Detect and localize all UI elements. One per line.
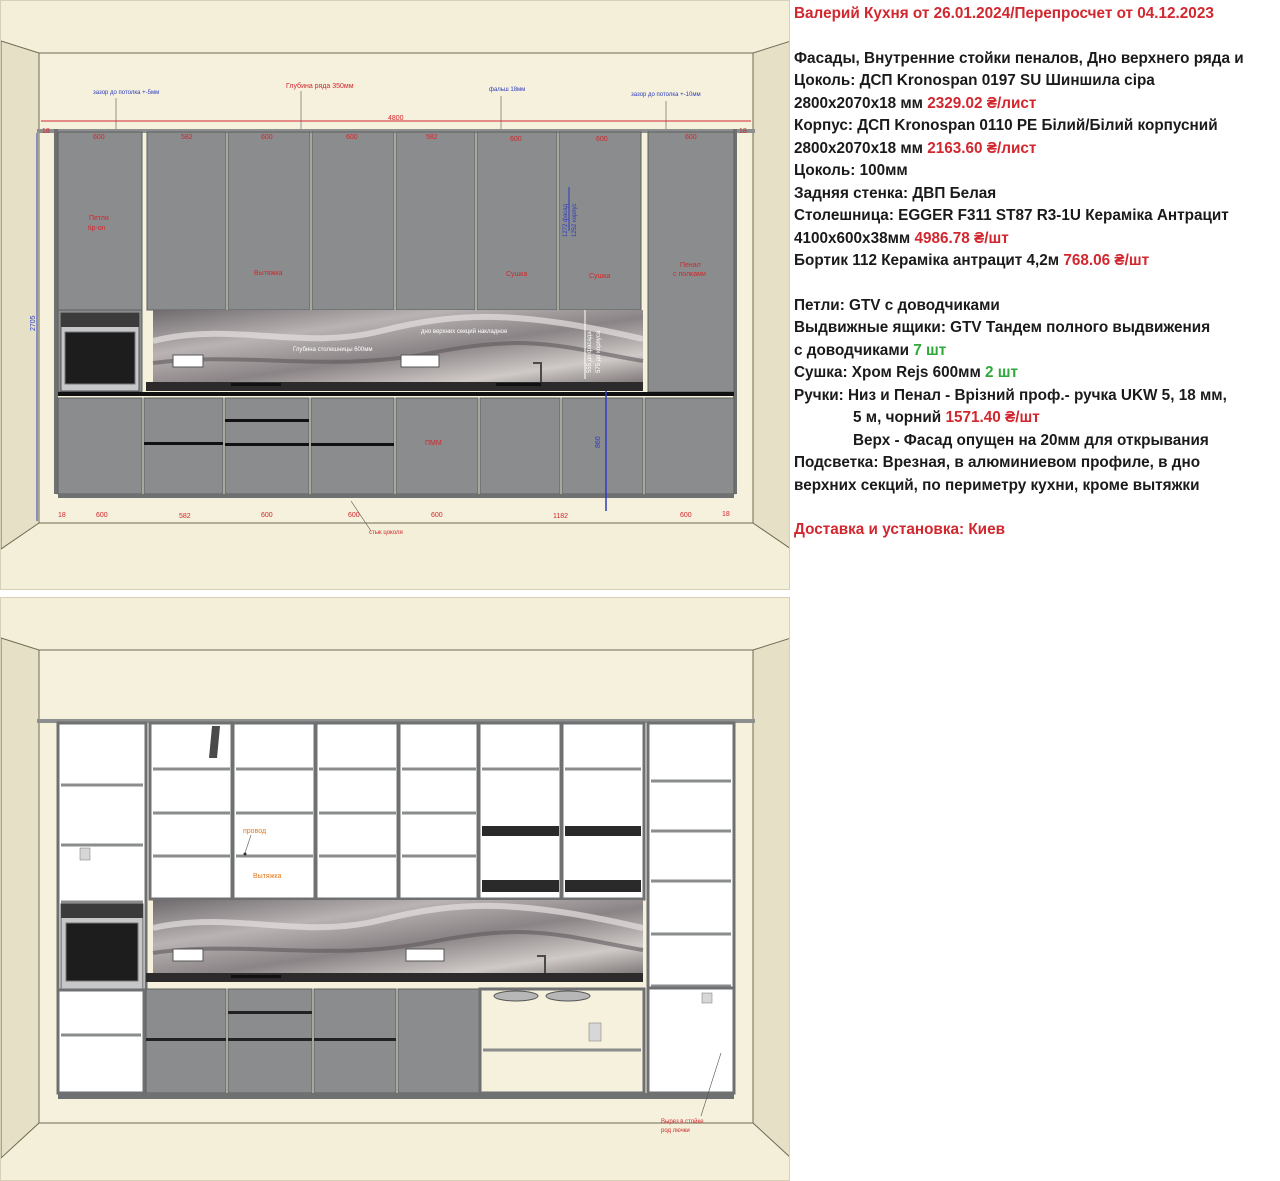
facade-view-panel xyxy=(0,0,790,590)
hood-label: Вытяжка xyxy=(254,270,283,277)
dishwasher-label: ПММ xyxy=(425,440,442,447)
dim-label: 1182 xyxy=(553,513,569,520)
cutout-label-2: род лючки xyxy=(661,1128,690,1134)
dim-label: 18 xyxy=(58,512,66,519)
upper-cabinet xyxy=(396,132,475,310)
left-end-panel xyxy=(54,129,58,494)
pantry-label-1: Пенал xyxy=(680,262,701,269)
body-price: 2163.60 ₴/лист xyxy=(927,139,1037,157)
hinges-label-1: Петли xyxy=(89,215,109,222)
plinth-line: Цоколь: 100мм xyxy=(794,162,908,179)
carcass-view-drawing xyxy=(1,598,790,1181)
body-line-2: 2800x2070x18 мм xyxy=(794,139,923,157)
hinges-label-2: tip-on xyxy=(88,225,106,232)
dim-label: 582 xyxy=(426,134,438,141)
dish-rack xyxy=(565,826,641,836)
facades-line-2: Цоколь: ДСП Kronospan 0197 SU Шиншила сіра xyxy=(794,72,1155,89)
dim-label: 18 xyxy=(42,128,50,135)
worktop-edge xyxy=(58,392,734,396)
worktop-line-2: 4100x600x38мм xyxy=(794,229,911,247)
dim-label: 600 xyxy=(596,136,608,143)
dryer-label-1: Сушка xyxy=(506,271,528,278)
worktop-line-1: Столешница: EGGER F311 ST87 R3-1U Кераміка Антрацит xyxy=(794,207,1229,224)
oven-door xyxy=(65,332,135,384)
gap-right-label: зазор до потолка +-10мм xyxy=(631,92,701,98)
dim-label: 582 xyxy=(181,134,193,141)
upper-cabinet xyxy=(312,132,394,310)
plinth xyxy=(58,494,734,498)
worktop-price: 4986.78 ₴/шт xyxy=(914,229,1009,247)
socket-block xyxy=(173,355,203,367)
edge-line: Бортик 112 Кераміка антрацит 4,2м xyxy=(794,252,1060,269)
dim-label: 600 xyxy=(96,512,108,519)
oven-panel xyxy=(61,313,139,327)
plinth xyxy=(58,1093,734,1099)
light-line-1: Подсветка: Врезная, в алюминиевом профиле, в дно xyxy=(794,454,1201,471)
dim-label: 582 xyxy=(179,513,191,520)
dim-label: 600 xyxy=(348,512,360,519)
to-facade-label: 555 до фасада xyxy=(587,331,593,373)
body-line-1: Корпус: ДСП Kronospan 0110 PE Білий/Білий корпусний xyxy=(794,117,1218,134)
carcass-view-panel xyxy=(0,597,790,1181)
base-cabinet xyxy=(58,398,142,494)
dim-label: 600 xyxy=(685,134,697,141)
worktop xyxy=(146,382,643,391)
dim-label: 600 xyxy=(93,134,105,141)
hinges-line: Петли: GTV с доводчиками xyxy=(794,296,1000,314)
total-width-label: 4800 xyxy=(388,115,404,122)
handles-line-1: Ручки: Низ и Пенал - Врізний проф.- ручка UKW 5, 18 мм, xyxy=(794,386,1227,404)
dish-rack xyxy=(565,880,641,892)
specification-text xyxy=(794,3,1278,542)
upper-cabinet xyxy=(228,132,310,310)
facades-line-3: 2800x2070x18 мм xyxy=(794,94,923,112)
gap-left-label: зазор до потолка +-5мм xyxy=(93,90,160,96)
dryer-qty: 2 шт xyxy=(985,364,1019,381)
handles-line-2: 5 м, чорний xyxy=(853,409,942,426)
delivery-line: Доставка и установка: Киев xyxy=(794,521,1005,538)
dim-label: 600 xyxy=(261,134,273,141)
dryer-line: Сушка: Хром Rejs 600мм xyxy=(794,364,981,381)
dim-label: 600 xyxy=(510,136,522,143)
upper-bottom-note: дно верхних секций накладное xyxy=(421,329,508,335)
plinth-joint-label: стык цоколя xyxy=(369,530,403,536)
dim-label: 18 xyxy=(739,128,747,135)
height-total-label: 2705 xyxy=(30,315,37,331)
facade-dim-label: 1272 фасад xyxy=(563,203,569,237)
socket-block xyxy=(406,949,444,961)
drawers-line-1: Выдвижные ящики: GTV Тандем полного выдвижения xyxy=(794,319,1211,336)
upper-shelf-units xyxy=(150,723,644,899)
left-side-wall xyxy=(1,638,39,1158)
dim-label: 600 xyxy=(431,512,443,519)
socket-block xyxy=(401,355,439,367)
to-body-label: 575 до корпуса xyxy=(596,330,602,373)
base-height-label: 860 xyxy=(595,436,602,448)
dim-label: 600 xyxy=(346,134,358,141)
drawers-qty: 7 шт xyxy=(913,341,947,359)
drawers-line-2: с доводчиками xyxy=(794,341,910,359)
hood-label: Вытяжка xyxy=(253,873,282,880)
spec-title: Валерий Кухня от 26.01.2024/Перепросчет от 04.12.2023 xyxy=(794,5,1214,22)
edge-price: 768.06 ₴/шт xyxy=(1063,252,1150,269)
base-cabinet xyxy=(480,398,560,494)
dim-label: 600 xyxy=(680,512,692,519)
dim-label: 18 xyxy=(722,511,730,518)
base-cabinet xyxy=(144,398,223,494)
false-panel-label: фальш 18мм xyxy=(489,87,526,93)
wire-label: провод xyxy=(243,828,267,835)
depth-label: Глубина ряда 350мм xyxy=(286,83,354,90)
handles-line-3: Верх - Фасад опущен на 20мм для открывания xyxy=(853,431,1209,449)
facades-price: 2329.02 ₴/лист xyxy=(927,94,1037,112)
base-cabinet xyxy=(562,398,643,494)
handles-price: 1571.40 ₴/шт xyxy=(945,409,1040,426)
upper-cabinet xyxy=(147,132,226,310)
body-dim-label: 1252 корпус xyxy=(572,203,578,237)
lower-cabinets xyxy=(58,398,734,494)
light-line-2: верхних секций, по периметру кухни, кроме вытяжки xyxy=(794,476,1200,494)
right-side-wall xyxy=(753,41,790,549)
dim-label: 600 xyxy=(261,512,273,519)
upper-cabinet xyxy=(477,132,557,310)
right-side-wall xyxy=(753,638,790,1158)
dish-rack xyxy=(482,880,559,892)
cutout-label-1: Вырез в стойке xyxy=(661,1119,704,1125)
dish-rack xyxy=(482,826,559,836)
left-side-wall xyxy=(1,41,39,549)
socket-block xyxy=(173,949,203,961)
back-wall-line: Задняя стенка: ДВП Белая xyxy=(794,184,997,202)
pantry-label-2: с полками xyxy=(673,271,706,278)
pantry-carcass xyxy=(648,723,734,988)
worktop xyxy=(146,973,643,982)
sink-cabinet xyxy=(480,989,644,1093)
dryer-label-2: Сушка xyxy=(589,273,611,280)
pantry-base xyxy=(645,398,734,494)
worktop-depth-label: Глубина столешницы 600мм xyxy=(293,347,373,353)
facades-line-1: Фасады, Внутренние стойки пеналов, Дно верхнего ряда и xyxy=(794,49,1244,67)
